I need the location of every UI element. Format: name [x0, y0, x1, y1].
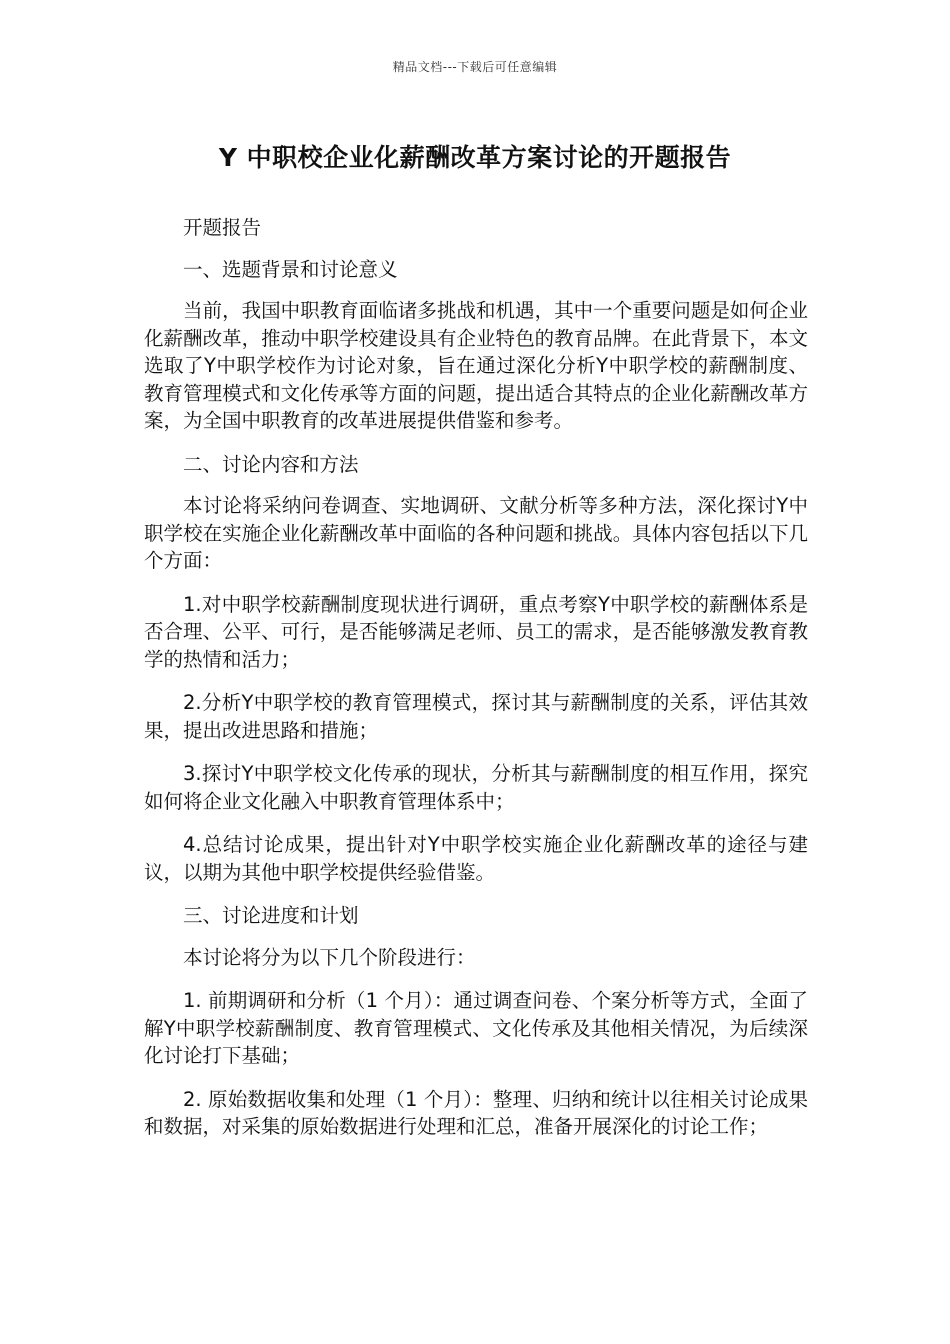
- report-label: 开题报告: [183, 216, 262, 239]
- paragraph-schedule-intro: 本讨论将分为以下几个阶段进行：: [183, 945, 476, 969]
- document-body: [144, 214, 808, 1157]
- section-heading-content-method: 二、讨论内容和方法: [183, 452, 359, 476]
- list-item-stage-2: 2. 原始数据收集和处理（1 个月）：整理、归纳和统计以往相关讨论成果和数据，对采集的原始数据进行处理和汇总，准备开展深化的讨论工作；: [144, 1087, 808, 1138]
- list-item-content-1: 1.对中职学校薪酬制度现状进行调研，重点考察Y中职学校的薪酬体系是否合理、公平、可行，是否能够满足老师、员工的需求，是否能够激发教育教学的热情和活力；: [144, 592, 808, 671]
- document-title: Y 中职校企业化薪酬改革方案讨论的开题报告: [218, 143, 732, 172]
- list-item-content-3: 3.探讨Y中职学校文化传承的现状，分析其与薪酬制度的相互作用，探究如何将企业文化融入中职教育管理体系中；: [144, 762, 808, 813]
- list-item-stage-1: 1. 前期调研和分析（1 个月）：通过调查问卷、个案分析等方式，全面了解Y中职学校薪酬制度、教育管理模式、文化传承及其他相关情况，为后续深化讨论打下基础；: [144, 989, 808, 1067]
- section-heading-background: 一、选题背景和讨论意义: [183, 257, 398, 281]
- list-item-content-4: 4.总结讨论成果，提出针对Y中职学校实施企业化薪酬改革的途径与建议，以期为其他中职学校提供经验借鉴。: [144, 833, 808, 884]
- section-heading-schedule: 三、讨论进度和计划: [183, 904, 359, 927]
- paragraph-methods: 本讨论将采纳问卷调查、实地调研、文献分析等多种方法，深化探讨Y中职学校在实施企业化薪酬改革中面临的各种问题和挑战。具体内容包括以下几个方面：: [144, 494, 808, 572]
- header-note: 精品文档---下载后可任意编辑: [392, 60, 558, 74]
- paragraph-background: 当前，我国中职教育面临诸多挑战和机遇，其中一个重要问题是如何企业化薪酬改革，推动中职学校建设具有企业特色的教育品牌。在此背景下，本文选取了Y中职学校作为讨论对象，旨在通过深化分析Y中职学校的薪酬制度、教育管理模式和文化传承等方面的问题，提出适合其特点的企业化薪酬改革方案，为全国中职教育的改革进展提供借鉴和参考。: [144, 299, 808, 432]
- list-item-content-2: 2.分析Y中职学校的教育管理模式，探讨其与薪酬制度的关系，评估其效果，提出改进思路和措施；: [144, 691, 808, 742]
